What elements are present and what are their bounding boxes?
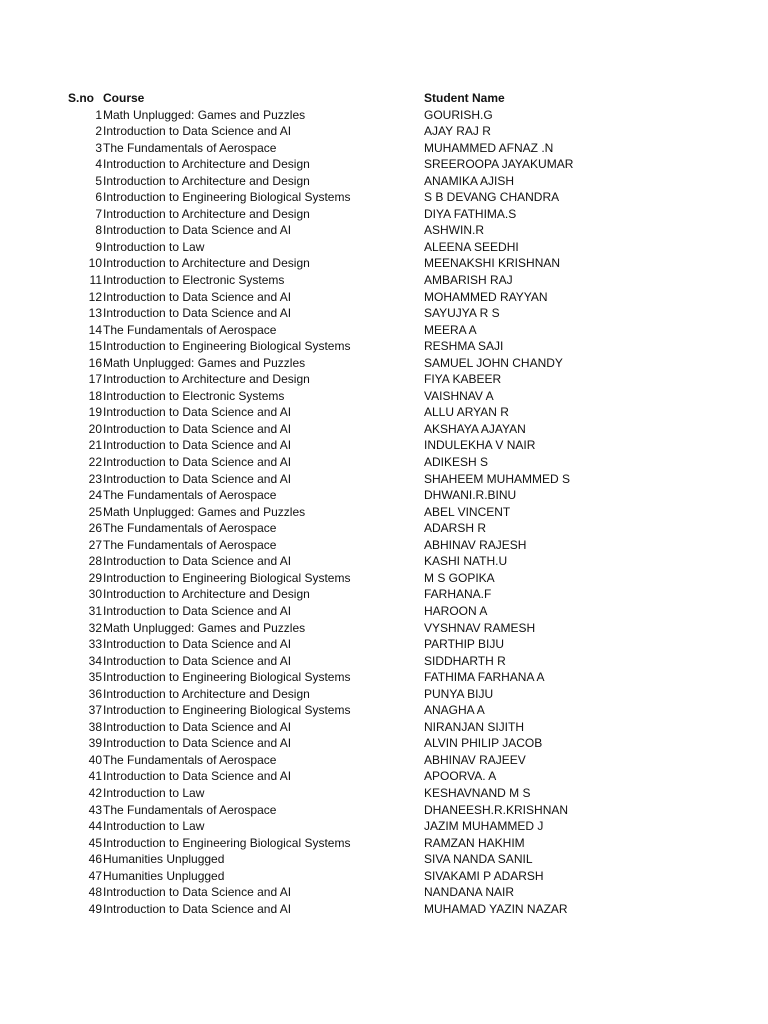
row-course: The Fundamentals of Aerospace	[103, 521, 277, 536]
row-student-name: M S GOPIKA	[424, 570, 495, 585]
header-sno: S.no	[68, 91, 94, 105]
row-sno: 49	[88, 901, 102, 916]
table-row	[0, 735, 768, 752]
row-course: The Fundamentals of Aerospace	[103, 140, 277, 155]
table-row	[0, 851, 768, 868]
table-row	[0, 487, 768, 504]
row-sno: 37	[88, 703, 102, 718]
row-course: Introduction to Engineering Biological Systems	[103, 670, 351, 685]
row-course: Introduction to Data Science and AI	[103, 603, 292, 618]
table-row	[0, 305, 768, 322]
row-student-name: SIVA NANDA SANIL	[424, 852, 533, 867]
table-row	[0, 338, 768, 355]
row-sno: 31	[88, 603, 102, 618]
row-course: Introduction to Data Science and AI	[103, 421, 292, 436]
row-course: Introduction to Law	[103, 785, 205, 800]
row-student-name: MUHAMAD YAZIN NAZAR	[424, 901, 568, 916]
row-student-name: ABHINAV RAJESH	[424, 537, 527, 552]
row-course: The Fundamentals of Aerospace	[103, 802, 277, 817]
row-sno: 16	[88, 355, 102, 370]
row-student-name: ANAGHA A	[424, 703, 485, 718]
table-row	[0, 206, 768, 223]
row-sno: 38	[88, 719, 102, 734]
row-student-name: ABHINAV RAJEEV	[424, 752, 526, 767]
table-row	[0, 620, 768, 637]
row-sno: 47	[88, 868, 102, 883]
row-student-name: HAROON A	[424, 603, 488, 618]
row-sno: 12	[88, 289, 102, 304]
row-student-name: ABEL VINCENT	[424, 504, 511, 519]
row-course: Introduction to Data Science and AI	[103, 455, 292, 470]
row-student-name: MUHAMMED AFNAZ .N	[424, 140, 554, 155]
table-row	[0, 868, 768, 885]
row-course: The Fundamentals of Aerospace	[103, 322, 277, 337]
row-student-name: KESHAVNAND M S	[424, 785, 531, 800]
row-sno: 41	[88, 769, 102, 784]
row-sno: 9	[95, 239, 102, 254]
row-course: Introduction to Law	[103, 819, 205, 834]
table-row	[0, 504, 768, 521]
row-course: Humanities Unplugged	[103, 868, 225, 883]
row-sno: 5	[95, 173, 102, 188]
row-sno: 21	[88, 438, 102, 453]
row-course: Introduction to Law	[103, 239, 205, 254]
row-student-name: JAZIM MUHAMMED J	[424, 819, 544, 834]
row-course: Math Unplugged: Games and Puzzles	[103, 504, 306, 519]
row-course: Math Unplugged: Games and Puzzles	[103, 107, 306, 122]
row-student-name: INDULEKHA V NAIR	[424, 438, 536, 453]
row-student-name: DHANEESH.R.KRISHNAN	[424, 802, 569, 817]
table-row	[0, 686, 768, 703]
table-row	[0, 239, 768, 256]
row-course: Introduction to Engineering Biological Systems	[103, 190, 351, 205]
row-student-name: S B DEVANG CHANDRA	[424, 190, 560, 205]
row-course: Introduction to Data Science and AI	[103, 769, 292, 784]
table-row	[0, 421, 768, 438]
table-row	[0, 570, 768, 587]
row-sno: 18	[88, 388, 102, 403]
row-course: Math Unplugged: Games and Puzzles	[103, 355, 306, 370]
row-student-name: DIYA FATHIMA.S	[424, 206, 517, 221]
table-row	[0, 173, 768, 190]
table-row	[0, 669, 768, 686]
header-student-name: Student Name	[424, 91, 505, 105]
row-student-name: AJAY RAJ R	[424, 124, 491, 139]
row-student-name: GOURISH.G	[424, 107, 493, 122]
row-course: Introduction to Data Science and AI	[103, 289, 292, 304]
row-student-name: ADARSH R	[424, 521, 487, 536]
row-course: Introduction to Data Science and AI	[103, 306, 292, 321]
row-sno: 10	[88, 256, 102, 271]
row-student-name: SIDDHARTH R	[424, 653, 506, 668]
row-sno: 36	[88, 686, 102, 701]
row-sno: 48	[88, 885, 102, 900]
row-sno: 28	[88, 554, 102, 569]
row-sno: 27	[88, 537, 102, 552]
row-course: Introduction to Data Science and AI	[103, 885, 292, 900]
table-row	[0, 255, 768, 272]
table-header-row	[0, 90, 768, 107]
row-sno: 1	[95, 107, 102, 122]
row-sno: 8	[95, 223, 102, 238]
row-course: Introduction to Data Science and AI	[103, 554, 292, 569]
row-sno: 30	[88, 587, 102, 602]
row-course: Introduction to Data Science and AI	[103, 124, 292, 139]
row-course: Introduction to Data Science and AI	[103, 736, 292, 751]
table-row	[0, 719, 768, 736]
row-course: Introduction to Electronic Systems	[103, 388, 285, 403]
table-body	[0, 107, 768, 918]
row-course: Introduction to Architecture and Design	[103, 372, 310, 387]
table-row	[0, 702, 768, 719]
table-row	[0, 603, 768, 620]
row-course: Introduction to Electronic Systems	[103, 273, 285, 288]
row-course: The Fundamentals of Aerospace	[103, 488, 277, 503]
row-course: Introduction to Engineering Biological Systems	[103, 703, 351, 718]
row-course: Introduction to Architecture and Design	[103, 206, 310, 221]
row-student-name: RESHMA SAJI	[424, 339, 504, 354]
table-row	[0, 802, 768, 819]
student-course-table	[0, 90, 768, 917]
table-row	[0, 437, 768, 454]
table-row	[0, 322, 768, 339]
row-sno: 35	[88, 670, 102, 685]
table-row	[0, 818, 768, 835]
row-course: Introduction to Architecture and Design	[103, 157, 310, 172]
table-row	[0, 156, 768, 173]
row-sno: 14	[88, 322, 102, 337]
row-student-name: MOHAMMED RAYYAN	[424, 289, 548, 304]
row-student-name: FARHANA.F	[424, 587, 492, 602]
row-student-name: SHAHEEM MUHAMMED S	[424, 471, 571, 486]
row-course: Math Unplugged: Games and Puzzles	[103, 620, 306, 635]
row-sno: 39	[88, 736, 102, 751]
row-student-name: FIYA KABEER	[424, 372, 502, 387]
row-course: Introduction to Architecture and Design	[103, 587, 310, 602]
row-sno: 29	[88, 570, 102, 585]
table-row	[0, 553, 768, 570]
table-row	[0, 388, 768, 405]
row-student-name: ANAMIKA AJISH	[424, 173, 515, 188]
row-course: Introduction to Data Science and AI	[103, 438, 292, 453]
row-student-name: APOORVA. A	[424, 769, 497, 784]
row-student-name: MEERA A	[424, 322, 477, 337]
row-sno: 22	[88, 455, 102, 470]
row-sno: 7	[95, 206, 102, 221]
row-student-name: AMBARISH RAJ	[424, 273, 513, 288]
row-sno: 4	[95, 157, 102, 172]
row-student-name: ADIKESH S	[424, 455, 489, 470]
row-student-name: SREEROOPA JAYAKUMAR	[424, 157, 574, 172]
row-student-name: ALEENA SEEDHI	[424, 239, 519, 254]
row-sno: 34	[88, 653, 102, 668]
row-sno: 17	[88, 372, 102, 387]
row-sno: 42	[88, 785, 102, 800]
row-sno: 19	[88, 405, 102, 420]
row-sno: 45	[88, 835, 102, 850]
row-course: Introduction to Data Science and AI	[103, 405, 292, 420]
row-course: Introduction to Data Science and AI	[103, 471, 292, 486]
row-sno: 25	[88, 504, 102, 519]
row-course: The Fundamentals of Aerospace	[103, 537, 277, 552]
row-student-name: VYSHNAV RAMESH	[424, 620, 536, 635]
row-student-name: VAISHNAV A	[424, 388, 494, 403]
row-student-name: SIVAKAMI P ADARSH	[424, 868, 544, 883]
table-row	[0, 289, 768, 306]
row-course: Introduction to Architecture and Design	[103, 173, 310, 188]
table-row	[0, 752, 768, 769]
table-row	[0, 785, 768, 802]
row-student-name: ALLU ARYAN R	[424, 405, 509, 420]
row-course: Introduction to Data Science and AI	[103, 653, 292, 668]
row-sno: 24	[88, 488, 102, 503]
row-course: Humanities Unplugged	[103, 852, 225, 867]
row-course: Introduction to Data Science and AI	[103, 901, 292, 916]
table-row	[0, 222, 768, 239]
table-row	[0, 189, 768, 206]
table-row	[0, 123, 768, 140]
table-row	[0, 901, 768, 918]
row-student-name: FATHIMA FARHANA A	[424, 670, 545, 685]
row-sno: 23	[88, 471, 102, 486]
table-row	[0, 272, 768, 289]
table-row	[0, 107, 768, 124]
table-row	[0, 454, 768, 471]
row-course: Introduction to Engineering Biological Systems	[103, 835, 351, 850]
row-sno: 43	[88, 802, 102, 817]
table-row	[0, 835, 768, 852]
row-sno: 2	[95, 124, 102, 139]
row-course: Introduction to Engineering Biological Systems	[103, 339, 351, 354]
row-course: Introduction to Architecture and Design	[103, 256, 310, 271]
row-course: Introduction to Architecture and Design	[103, 686, 310, 701]
row-student-name: KASHI NATH.U	[424, 554, 508, 569]
row-student-name: PUNYA BIJU	[424, 686, 494, 701]
row-student-name: AKSHAYA AJAYAN	[424, 421, 526, 436]
row-course: Introduction to Data Science and AI	[103, 719, 292, 734]
table-row	[0, 537, 768, 554]
row-course: Introduction to Data Science and AI	[103, 223, 292, 238]
row-sno: 20	[88, 421, 102, 436]
table-row	[0, 355, 768, 372]
row-student-name: ASHWIN.R	[424, 223, 484, 238]
row-sno: 13	[88, 306, 102, 321]
row-sno: 46	[88, 852, 102, 867]
table-row	[0, 471, 768, 488]
row-student-name: RAMZAN HAKHIM	[424, 835, 525, 850]
row-student-name: NANDANA NAIR	[424, 885, 515, 900]
row-course: Introduction to Engineering Biological Systems	[103, 570, 351, 585]
row-sno: 44	[88, 819, 102, 834]
row-student-name: PARTHIP BIJU	[424, 637, 505, 652]
row-sno: 11	[89, 273, 102, 288]
table-row	[0, 884, 768, 901]
row-sno: 3	[95, 140, 102, 155]
row-student-name: NIRANJAN SIJITH	[424, 719, 525, 734]
table-row	[0, 404, 768, 421]
row-student-name: SAYUJYA R S	[424, 306, 500, 321]
row-student-name: MEENAKSHI KRISHNAN	[424, 256, 561, 271]
row-course: Introduction to Data Science and AI	[103, 637, 292, 652]
row-sno: 6	[95, 190, 102, 205]
row-sno: 32	[88, 620, 102, 635]
row-sno: 33	[88, 637, 102, 652]
table-row	[0, 140, 768, 157]
table-row	[0, 371, 768, 388]
row-student-name: ALVIN PHILIP JACOB	[424, 736, 543, 751]
table-row	[0, 653, 768, 670]
row-sno: 15	[88, 339, 102, 354]
table-row	[0, 636, 768, 653]
table-row	[0, 586, 768, 603]
table-row	[0, 768, 768, 785]
row-student-name: DHWANI.R.BINU	[424, 488, 517, 503]
row-sno: 40	[88, 752, 102, 767]
row-sno: 26	[88, 521, 102, 536]
table-row	[0, 520, 768, 537]
row-course: The Fundamentals of Aerospace	[103, 752, 277, 767]
header-course: Course	[103, 91, 145, 105]
row-student-name: SAMUEL JOHN CHANDY	[424, 355, 563, 370]
